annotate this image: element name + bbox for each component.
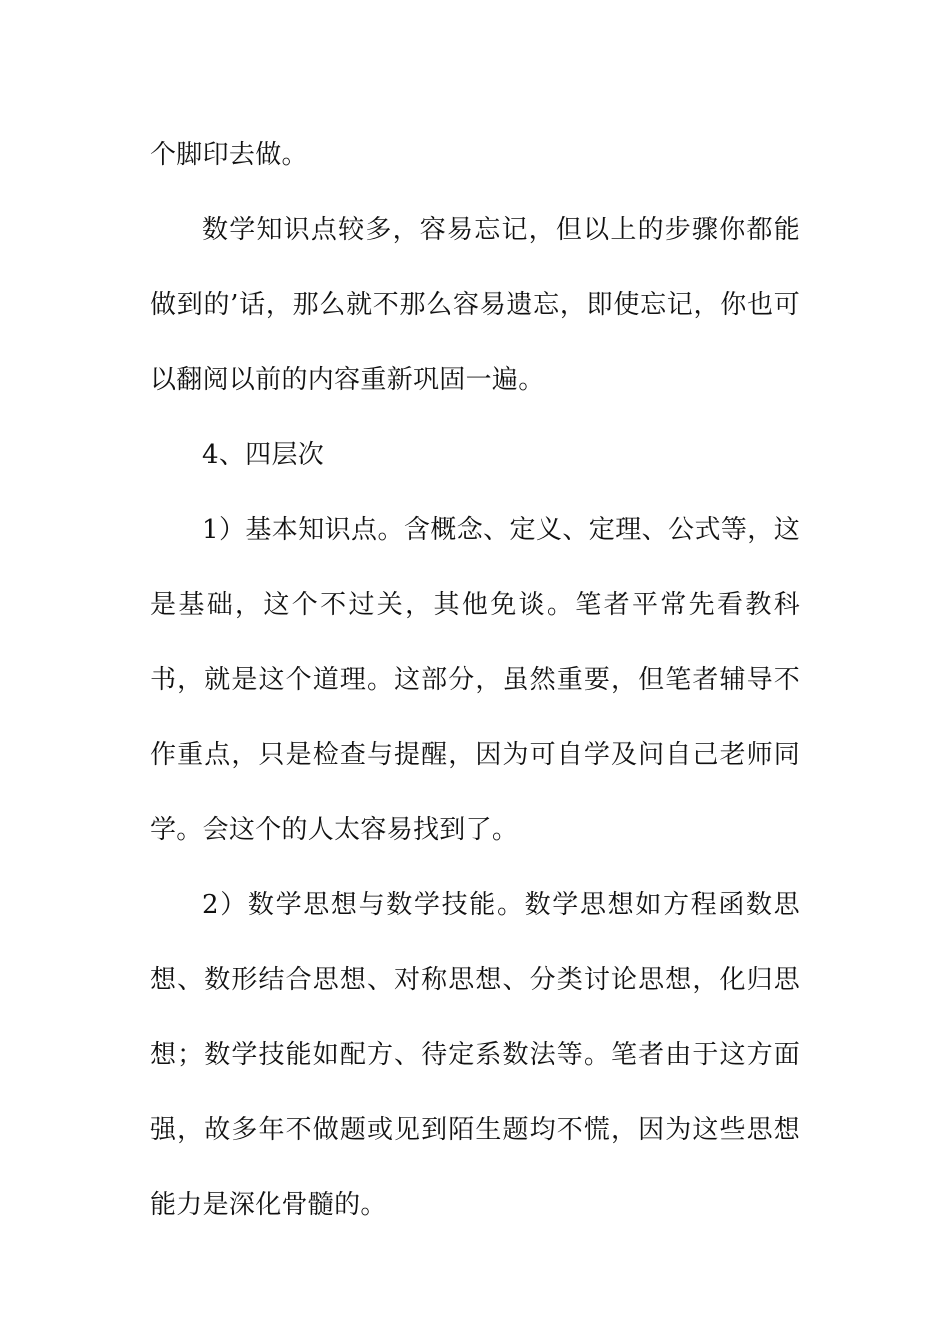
- paragraph-memory-tip: 数学知识点较多，容易忘记，但以上的步骤你都能做到的’话，那么就不那么容易遗忘，即使忘记，你也可以翻阅以前的内容重新巩固一遍。: [150, 215, 800, 395]
- paragraph-continuation: 个脚印去做。: [150, 140, 308, 170]
- paragraph-math-thinking: 2）数学思想与数学技能。数学思想如方程函数思想、数形结合思想、对称思想、分类讨论思想，化归思想；数学技能如配方、待定系数法等。笔者由于这方面强，故多年不做题或见到陌生题均不慌，因为这些思想能力是深化骨髓的。: [150, 890, 800, 1220]
- section-heading-four-levels: 4、四层次: [202, 440, 325, 470]
- document-body: [150, 118, 800, 1243]
- paragraph-basic-knowledge: 1）基本知识点。含概念、定义、定理、公式等，这是基础，这个不过关，其他免谈。笔者平常先看教科书，就是这个道理。这部分，虽然重要，但笔者辅导不作重点，只是检查与提醒，因为可自学及问自己老师同学。会这个的人太容易找到了。: [150, 515, 800, 845]
